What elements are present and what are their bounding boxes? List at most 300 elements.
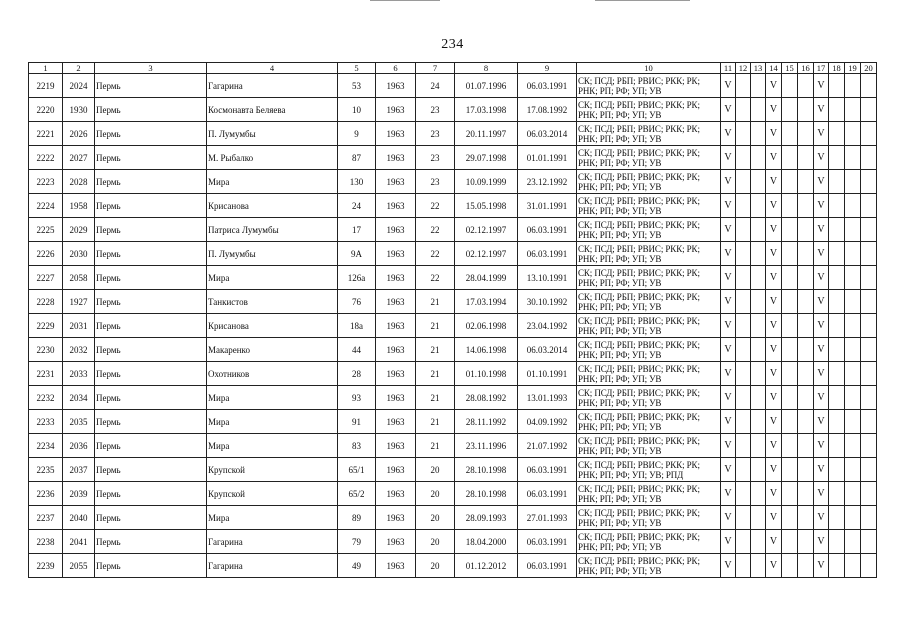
cell-house-number: 89 bbox=[338, 506, 376, 530]
table-row bbox=[29, 170, 877, 194]
cell-date-1: 28.08.1992 bbox=[455, 386, 518, 410]
cell-mark-18 bbox=[829, 194, 845, 218]
cell-mark-13 bbox=[751, 194, 766, 218]
cell-row-number: 2229 bbox=[29, 314, 63, 338]
cell-mark-14: V bbox=[766, 242, 782, 266]
cell-street: Крисанова bbox=[207, 194, 338, 218]
cell-mark-20 bbox=[861, 242, 877, 266]
cell-mark-19 bbox=[845, 554, 861, 578]
cell-mark-18 bbox=[829, 554, 845, 578]
cell-mark-15 bbox=[782, 314, 798, 338]
cell-mark-15 bbox=[782, 386, 798, 410]
cell-date-2: 06.03.1991 bbox=[518, 458, 577, 482]
cell-mark-11: V bbox=[721, 530, 736, 554]
cell-mark-13 bbox=[751, 458, 766, 482]
table-row bbox=[29, 530, 877, 554]
cell-codes: СК; ПСД; РБП; РВИС; РКК; РК; РНК; РП; РФ; УП; УВ bbox=[577, 98, 721, 122]
cell-row-number: 2237 bbox=[29, 506, 63, 530]
cell-street: Танкистов bbox=[207, 290, 338, 314]
cell-mark-17: V bbox=[814, 314, 829, 338]
cell-record-id: 1927 bbox=[63, 290, 95, 314]
cell-mark-16 bbox=[798, 98, 814, 122]
cell-city: Пермь bbox=[95, 434, 207, 458]
cell-codes: СК; ПСД; РБП; РВИС; РКК; РК; РНК; РП; РФ; УП; УВ bbox=[577, 266, 721, 290]
cell-date-1: 02.12.1997 bbox=[455, 218, 518, 242]
cell-mark-19 bbox=[845, 170, 861, 194]
cell-mark-20 bbox=[861, 194, 877, 218]
cell-city: Пермь bbox=[95, 74, 207, 98]
table-row bbox=[29, 74, 877, 98]
cell-mark-16 bbox=[798, 554, 814, 578]
cell-mark-14: V bbox=[766, 122, 782, 146]
cell-street: Мира bbox=[207, 434, 338, 458]
cell-mark-13 bbox=[751, 314, 766, 338]
cell-house-number: 9 bbox=[338, 122, 376, 146]
cell-mark-15 bbox=[782, 146, 798, 170]
cell-record-id: 2031 bbox=[63, 314, 95, 338]
cell-value-7: 23 bbox=[416, 146, 455, 170]
cell-mark-15 bbox=[782, 290, 798, 314]
cell-year: 1963 bbox=[376, 386, 416, 410]
cell-row-number: 2227 bbox=[29, 266, 63, 290]
table-row bbox=[29, 506, 877, 530]
column-header-17: 17 bbox=[814, 63, 829, 74]
cell-date-1: 02.06.1998 bbox=[455, 314, 518, 338]
cell-mark-11: V bbox=[721, 146, 736, 170]
cell-mark-15 bbox=[782, 434, 798, 458]
cell-house-number: 28 bbox=[338, 362, 376, 386]
cell-row-number: 2223 bbox=[29, 170, 63, 194]
cell-mark-19 bbox=[845, 386, 861, 410]
cell-record-id: 2028 bbox=[63, 170, 95, 194]
cell-codes: СК; ПСД; РБП; РВИС; РКК; РК; РНК; РП; РФ; УП; УВ bbox=[577, 290, 721, 314]
cell-street: Крисанова bbox=[207, 314, 338, 338]
cell-city: Пермь bbox=[95, 290, 207, 314]
cell-value-7: 21 bbox=[416, 314, 455, 338]
cell-record-id: 1930 bbox=[63, 98, 95, 122]
cell-mark-19 bbox=[845, 194, 861, 218]
column-header-1: 1 bbox=[29, 63, 63, 74]
cell-date-1: 15.05.1998 bbox=[455, 194, 518, 218]
cell-house-number: 18а bbox=[338, 314, 376, 338]
cell-mark-16 bbox=[798, 170, 814, 194]
cell-mark-13 bbox=[751, 554, 766, 578]
table-row bbox=[29, 242, 877, 266]
cell-value-7: 21 bbox=[416, 290, 455, 314]
cell-mark-13 bbox=[751, 242, 766, 266]
cell-mark-12 bbox=[736, 290, 751, 314]
cell-mark-17: V bbox=[814, 290, 829, 314]
cell-house-number: 10 bbox=[338, 98, 376, 122]
table-row bbox=[29, 122, 877, 146]
cell-codes: СК; ПСД; РБП; РВИС; РКК; РК; РНК; РП; РФ; УП; УВ bbox=[577, 218, 721, 242]
cell-mark-18 bbox=[829, 362, 845, 386]
cell-mark-14: V bbox=[766, 530, 782, 554]
cell-mark-19 bbox=[845, 122, 861, 146]
cell-value-7: 22 bbox=[416, 218, 455, 242]
cell-date-1: 23.11.1996 bbox=[455, 434, 518, 458]
cell-mark-12 bbox=[736, 386, 751, 410]
cell-date-2: 23.12.1992 bbox=[518, 170, 577, 194]
cell-record-id: 2035 bbox=[63, 410, 95, 434]
cell-mark-20 bbox=[861, 458, 877, 482]
cell-date-2: 04.09.1992 bbox=[518, 410, 577, 434]
cell-mark-15 bbox=[782, 122, 798, 146]
cell-mark-19 bbox=[845, 506, 861, 530]
table-row bbox=[29, 98, 877, 122]
cell-street: Гагарина bbox=[207, 554, 338, 578]
cell-mark-18 bbox=[829, 314, 845, 338]
cell-city: Пермь bbox=[95, 146, 207, 170]
cell-value-7: 22 bbox=[416, 194, 455, 218]
cell-mark-13 bbox=[751, 434, 766, 458]
cell-mark-18 bbox=[829, 242, 845, 266]
cell-mark-15 bbox=[782, 194, 798, 218]
cell-mark-15 bbox=[782, 506, 798, 530]
cell-mark-14: V bbox=[766, 146, 782, 170]
cell-date-2: 06.03.2014 bbox=[518, 122, 577, 146]
cell-mark-11: V bbox=[721, 242, 736, 266]
cell-mark-12 bbox=[736, 410, 751, 434]
cell-mark-17: V bbox=[814, 458, 829, 482]
cell-date-1: 28.04.1999 bbox=[455, 266, 518, 290]
column-header-18: 18 bbox=[829, 63, 845, 74]
cell-value-7: 21 bbox=[416, 362, 455, 386]
cell-codes: СК; ПСД; РБП; РВИС; РКК; РК; РНК; РП; РФ; УП; УВ; РПД bbox=[577, 458, 721, 482]
cell-mark-15 bbox=[782, 410, 798, 434]
cell-date-2: 23.04.1992 bbox=[518, 314, 577, 338]
cell-mark-16 bbox=[798, 386, 814, 410]
cell-mark-11: V bbox=[721, 314, 736, 338]
cell-city: Пермь bbox=[95, 338, 207, 362]
cell-codes: СК; ПСД; РБП; РВИС; РКК; РК; РНК; РП; РФ; УП; УВ bbox=[577, 242, 721, 266]
cell-row-number: 2221 bbox=[29, 122, 63, 146]
table-row bbox=[29, 362, 877, 386]
cell-mark-19 bbox=[845, 362, 861, 386]
cell-mark-17: V bbox=[814, 554, 829, 578]
cell-year: 1963 bbox=[376, 530, 416, 554]
cell-mark-12 bbox=[736, 170, 751, 194]
cell-house-number: 126а bbox=[338, 266, 376, 290]
cell-city: Пермь bbox=[95, 314, 207, 338]
cell-mark-14: V bbox=[766, 482, 782, 506]
column-header-9: 9 bbox=[518, 63, 577, 74]
cell-mark-20 bbox=[861, 362, 877, 386]
cell-mark-12 bbox=[736, 554, 751, 578]
cell-mark-14: V bbox=[766, 362, 782, 386]
table-row bbox=[29, 338, 877, 362]
cell-row-number: 2239 bbox=[29, 554, 63, 578]
cell-mark-18 bbox=[829, 122, 845, 146]
cell-year: 1963 bbox=[376, 242, 416, 266]
cell-city: Пермь bbox=[95, 98, 207, 122]
cell-house-number: 65/1 bbox=[338, 458, 376, 482]
cell-record-id: 2058 bbox=[63, 266, 95, 290]
cell-street: П. Лумумбы bbox=[207, 122, 338, 146]
cell-value-7: 20 bbox=[416, 482, 455, 506]
cell-date-2: 01.10.1991 bbox=[518, 362, 577, 386]
cell-street: Мира bbox=[207, 386, 338, 410]
column-header-7: 7 bbox=[416, 63, 455, 74]
table-row bbox=[29, 410, 877, 434]
cell-mark-16 bbox=[798, 74, 814, 98]
cell-value-7: 20 bbox=[416, 506, 455, 530]
cell-mark-14: V bbox=[766, 338, 782, 362]
cell-mark-20 bbox=[861, 266, 877, 290]
cell-mark-13 bbox=[751, 410, 766, 434]
cell-mark-18 bbox=[829, 266, 845, 290]
cell-street: Мира bbox=[207, 506, 338, 530]
table-row bbox=[29, 290, 877, 314]
cell-codes: СК; ПСД; РБП; РВИС; РКК; РК; РНК; РП; РФ; УП; УВ bbox=[577, 314, 721, 338]
cell-year: 1963 bbox=[376, 122, 416, 146]
cell-row-number: 2234 bbox=[29, 434, 63, 458]
cell-mark-14: V bbox=[766, 434, 782, 458]
cell-record-id: 2041 bbox=[63, 530, 95, 554]
cell-mark-17: V bbox=[814, 482, 829, 506]
cell-city: Пермь bbox=[95, 458, 207, 482]
cell-mark-13 bbox=[751, 122, 766, 146]
cell-date-1: 17.03.1998 bbox=[455, 98, 518, 122]
cell-mark-15 bbox=[782, 362, 798, 386]
cell-city: Пермь bbox=[95, 482, 207, 506]
cell-mark-19 bbox=[845, 458, 861, 482]
table-row bbox=[29, 146, 877, 170]
cell-street: Гагарина bbox=[207, 74, 338, 98]
cell-codes: СК; ПСД; РБП; РВИС; РКК; РК; РНК; РП; РФ; УП; УВ bbox=[577, 482, 721, 506]
cell-mark-16 bbox=[798, 122, 814, 146]
cell-house-number: 87 bbox=[338, 146, 376, 170]
cell-year: 1963 bbox=[376, 554, 416, 578]
cell-street: Охотников bbox=[207, 362, 338, 386]
cell-mark-19 bbox=[845, 530, 861, 554]
cell-house-number: 76 bbox=[338, 290, 376, 314]
table-header bbox=[29, 63, 877, 74]
cell-mark-12 bbox=[736, 242, 751, 266]
cell-codes: СК; ПСД; РБП; РВИС; РКК; РК; РНК; РП; РФ; УП; УВ bbox=[577, 74, 721, 98]
cell-mark-14: V bbox=[766, 98, 782, 122]
cell-year: 1963 bbox=[376, 458, 416, 482]
cell-codes: СК; ПСД; РБП; РВИС; РКК; РК; РНК; РП; РФ; УП; УВ bbox=[577, 386, 721, 410]
cell-mark-14: V bbox=[766, 266, 782, 290]
cell-mark-14: V bbox=[766, 218, 782, 242]
cell-row-number: 2219 bbox=[29, 74, 63, 98]
table-row bbox=[29, 434, 877, 458]
cell-value-7: 21 bbox=[416, 386, 455, 410]
cell-street: М. Рыбалко bbox=[207, 146, 338, 170]
cell-city: Пермь bbox=[95, 506, 207, 530]
cell-mark-11: V bbox=[721, 170, 736, 194]
cell-year: 1963 bbox=[376, 218, 416, 242]
cell-city: Пермь bbox=[95, 386, 207, 410]
column-header-2: 2 bbox=[63, 63, 95, 74]
cell-date-2: 06.03.1991 bbox=[518, 554, 577, 578]
cell-year: 1963 bbox=[376, 170, 416, 194]
cell-mark-11: V bbox=[721, 362, 736, 386]
cell-mark-15 bbox=[782, 482, 798, 506]
cell-mark-16 bbox=[798, 218, 814, 242]
cell-mark-20 bbox=[861, 410, 877, 434]
cell-year: 1963 bbox=[376, 314, 416, 338]
cell-value-7: 24 bbox=[416, 74, 455, 98]
cell-mark-13 bbox=[751, 170, 766, 194]
cell-mark-20 bbox=[861, 482, 877, 506]
scan-top-line-left bbox=[370, 0, 440, 1]
table-row bbox=[29, 194, 877, 218]
cell-mark-18 bbox=[829, 482, 845, 506]
column-header-15: 15 bbox=[782, 63, 798, 74]
cell-house-number: 9А bbox=[338, 242, 376, 266]
cell-mark-17: V bbox=[814, 506, 829, 530]
cell-mark-16 bbox=[798, 266, 814, 290]
cell-mark-14: V bbox=[766, 74, 782, 98]
cell-mark-19 bbox=[845, 74, 861, 98]
cell-value-7: 23 bbox=[416, 98, 455, 122]
column-header-14: 14 bbox=[766, 63, 782, 74]
cell-date-2: 01.01.1991 bbox=[518, 146, 577, 170]
cell-record-id: 2055 bbox=[63, 554, 95, 578]
cell-row-number: 2224 bbox=[29, 194, 63, 218]
cell-value-7: 22 bbox=[416, 242, 455, 266]
cell-codes: СК; ПСД; РБП; РВИС; РКК; РК; РНК; РП; РФ; УП; УВ bbox=[577, 146, 721, 170]
table-row bbox=[29, 554, 877, 578]
cell-mark-20 bbox=[861, 530, 877, 554]
cell-mark-17: V bbox=[814, 410, 829, 434]
cell-mark-20 bbox=[861, 554, 877, 578]
cell-mark-19 bbox=[845, 266, 861, 290]
cell-mark-13 bbox=[751, 266, 766, 290]
cell-mark-13 bbox=[751, 530, 766, 554]
column-header-6: 6 bbox=[376, 63, 416, 74]
cell-date-1: 28.11.1992 bbox=[455, 410, 518, 434]
cell-house-number: 65/2 bbox=[338, 482, 376, 506]
cell-mark-18 bbox=[829, 410, 845, 434]
cell-mark-15 bbox=[782, 530, 798, 554]
cell-mark-19 bbox=[845, 410, 861, 434]
cell-value-7: 21 bbox=[416, 338, 455, 362]
cell-date-1: 01.10.1998 bbox=[455, 362, 518, 386]
cell-mark-16 bbox=[798, 290, 814, 314]
cell-mark-18 bbox=[829, 218, 845, 242]
table-row bbox=[29, 314, 877, 338]
cell-value-7: 21 bbox=[416, 434, 455, 458]
cell-year: 1963 bbox=[376, 506, 416, 530]
cell-street: Гагарина bbox=[207, 530, 338, 554]
cell-mark-16 bbox=[798, 314, 814, 338]
cell-mark-18 bbox=[829, 290, 845, 314]
cell-date-1: 28.09.1993 bbox=[455, 506, 518, 530]
column-header-13: 13 bbox=[751, 63, 766, 74]
cell-mark-13 bbox=[751, 338, 766, 362]
cell-house-number: 44 bbox=[338, 338, 376, 362]
cell-city: Пермь bbox=[95, 170, 207, 194]
cell-mark-16 bbox=[798, 530, 814, 554]
cell-street: Макаренко bbox=[207, 338, 338, 362]
cell-date-2: 13.01.1993 bbox=[518, 386, 577, 410]
cell-mark-15 bbox=[782, 554, 798, 578]
cell-date-1: 29.07.1998 bbox=[455, 146, 518, 170]
cell-city: Пермь bbox=[95, 530, 207, 554]
cell-date-1: 02.12.1997 bbox=[455, 242, 518, 266]
cell-mark-17: V bbox=[814, 530, 829, 554]
table-row bbox=[29, 386, 877, 410]
cell-mark-11: V bbox=[721, 74, 736, 98]
cell-mark-12 bbox=[736, 506, 751, 530]
cell-row-number: 2230 bbox=[29, 338, 63, 362]
cell-mark-18 bbox=[829, 146, 845, 170]
cell-row-number: 2220 bbox=[29, 98, 63, 122]
table-row bbox=[29, 218, 877, 242]
cell-mark-12 bbox=[736, 194, 751, 218]
cell-date-2: 31.01.1991 bbox=[518, 194, 577, 218]
cell-codes: СК; ПСД; РБП; РВИС; РКК; РК; РНК; РП; РФ; УП; УВ bbox=[577, 122, 721, 146]
cell-city: Пермь bbox=[95, 554, 207, 578]
column-header-5: 5 bbox=[338, 63, 376, 74]
cell-house-number: 53 bbox=[338, 74, 376, 98]
cell-city: Пермь bbox=[95, 218, 207, 242]
cell-mark-17: V bbox=[814, 194, 829, 218]
cell-mark-17: V bbox=[814, 74, 829, 98]
cell-mark-17: V bbox=[814, 434, 829, 458]
cell-mark-11: V bbox=[721, 290, 736, 314]
cell-mark-12 bbox=[736, 482, 751, 506]
cell-value-7: 20 bbox=[416, 530, 455, 554]
cell-date-1: 01.07.1996 bbox=[455, 74, 518, 98]
cell-mark-16 bbox=[798, 194, 814, 218]
column-header-4: 4 bbox=[207, 63, 338, 74]
cell-year: 1963 bbox=[376, 410, 416, 434]
cell-street: Мира bbox=[207, 410, 338, 434]
cell-date-2: 06.03.1991 bbox=[518, 482, 577, 506]
cell-mark-16 bbox=[798, 242, 814, 266]
cell-street: Мира bbox=[207, 266, 338, 290]
cell-house-number: 130 bbox=[338, 170, 376, 194]
cell-city: Пермь bbox=[95, 122, 207, 146]
scan-top-line-right bbox=[595, 0, 690, 1]
cell-mark-19 bbox=[845, 218, 861, 242]
cell-mark-12 bbox=[736, 458, 751, 482]
cell-record-id: 2033 bbox=[63, 362, 95, 386]
cell-city: Пермь bbox=[95, 266, 207, 290]
cell-mark-18 bbox=[829, 530, 845, 554]
cell-mark-16 bbox=[798, 458, 814, 482]
cell-mark-20 bbox=[861, 290, 877, 314]
cell-city: Пермь bbox=[95, 410, 207, 434]
cell-date-2: 27.01.1993 bbox=[518, 506, 577, 530]
cell-year: 1963 bbox=[376, 146, 416, 170]
cell-codes: СК; ПСД; РБП; РВИС; РКК; РК; РНК; РП; РФ; УП; УВ bbox=[577, 170, 721, 194]
cell-mark-13 bbox=[751, 290, 766, 314]
cell-record-id: 2040 bbox=[63, 506, 95, 530]
cell-mark-17: V bbox=[814, 266, 829, 290]
cell-mark-13 bbox=[751, 218, 766, 242]
column-header-11: 11 bbox=[721, 63, 736, 74]
cell-date-1: 20.11.1997 bbox=[455, 122, 518, 146]
cell-mark-11: V bbox=[721, 122, 736, 146]
cell-mark-17: V bbox=[814, 242, 829, 266]
cell-mark-12 bbox=[736, 362, 751, 386]
cell-record-id: 2030 bbox=[63, 242, 95, 266]
cell-mark-20 bbox=[861, 170, 877, 194]
cell-mark-13 bbox=[751, 506, 766, 530]
cell-codes: СК; ПСД; РБП; РВИС; РКК; РК; РНК; РП; РФ; УП; УВ bbox=[577, 554, 721, 578]
cell-date-1: 28.10.1998 bbox=[455, 458, 518, 482]
column-header-16: 16 bbox=[798, 63, 814, 74]
cell-year: 1963 bbox=[376, 362, 416, 386]
cell-mark-11: V bbox=[721, 194, 736, 218]
cell-date-1: 14.06.1998 bbox=[455, 338, 518, 362]
cell-date-2: 06.03.2014 bbox=[518, 338, 577, 362]
